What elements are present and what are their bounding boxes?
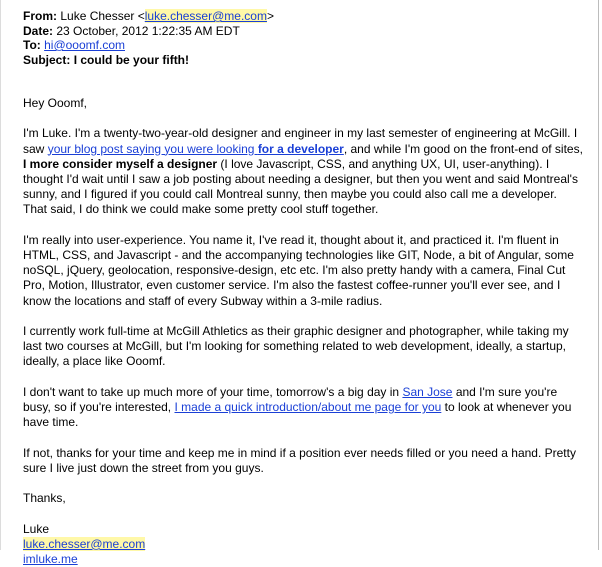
from-email-link[interactable]: luke.chesser@me.com	[144, 9, 267, 23]
paragraph-skills: I'm really into user-experience. You name it, I've read it, thought about it, and practiced it. I'm fluent in HTML, CSS, and Javascript - and the accompanying technologies like GIT, Node, a bit of Angular, some noSQL, jQuery, geolocation, responsive-design, etc etc. I'm also pretty handy with a camera, Final Cut Pro, Motion, Illustrator, even customer service. I'm also the fastest coffee-runner you'll ever see, and I know the locations and staff of every Subway within a 3-mile radius.	[23, 232, 574, 308]
intro-text-3: (I love Javascript, CSS, and anything UX, UI, user-anything). I thought I'd wait until I saw a job posting about needing a designer, but then you went and said Montreal's sunny, and I figured if you could call Montreal sunny, then maybe you could also call me a developer. That said, I do think we could make some pretty cool stuff together.	[23, 156, 578, 217]
intro-text-2: , and while I'm good on the front-end of sites,	[343, 141, 583, 156]
date-row	[23, 24, 274, 39]
to-label: To:	[23, 38, 41, 52]
frame-left-border	[0, 0, 1, 550]
closing-text-1: I don't want to take up much more of your time, tomorrow's a big day in	[23, 384, 403, 399]
paragraph-thanks: If not, thanks for your time and keep me in mind if a position ever needs filled or you need a hand. Pretty sure I live just down the street from you guys.	[23, 445, 576, 475]
intro-text-1: I'm Luke. I'm a twenty-two-year-old designer and engineer in my last semester of engineering at McGill. I saw	[23, 126, 578, 156]
closing-thanks: Thanks,	[23, 491, 66, 506]
from-close: >	[266, 9, 274, 23]
from-label: From:	[23, 9, 57, 23]
subject-row	[23, 53, 274, 68]
closing-text-2: and I'm sure you're busy, so if you're interested,	[23, 384, 558, 414]
paragraph-work: I currently work full-time at McGill Athletics as their graphic designer and photographer, while taking my last two courses at McGill, but I'm looking for something related to web development, ideally, a startup, ideally, a place like Ooomf.	[23, 324, 569, 369]
to-email-link[interactable]: hi@ooomf.com	[44, 38, 125, 52]
blog-post-link-bold: for a developer	[257, 141, 344, 156]
intro-page-link[interactable]: I made a quick introduction/about me page for you	[174, 400, 442, 414]
signature-name: Luke	[23, 521, 50, 536]
from-row	[23, 9, 274, 24]
blog-post-link[interactable]	[48, 142, 344, 156]
paragraph-intro	[23, 126, 583, 217]
paragraph-closing	[23, 385, 583, 431]
blog-post-link-text: your blog post saying you were looking	[47, 141, 258, 156]
email-body	[23, 96, 583, 567]
from-name: Luke Chesser <	[60, 9, 145, 23]
signature-site-link[interactable]: imluke.me	[23, 551, 78, 566]
san-jose-link[interactable]: San Jose	[402, 384, 453, 399]
date-value: 23 October, 2012 1:22:35 AM EDT	[56, 23, 240, 38]
subject-value: I could be your fifth!	[73, 52, 190, 67]
to-row	[23, 38, 274, 53]
intro-bold: I more consider myself a designer	[23, 156, 218, 171]
subject-label: Subject:	[23, 52, 71, 67]
signature-site-row	[23, 552, 583, 567]
closing-text-3: to look at whenever you have time.	[23, 400, 572, 430]
email-header	[23, 9, 274, 67]
signature-email-link[interactable]: luke.chesser@me.com	[23, 536, 146, 551]
date-label: Date:	[23, 23, 54, 38]
greeting: Hey Ooomf,	[23, 96, 88, 110]
